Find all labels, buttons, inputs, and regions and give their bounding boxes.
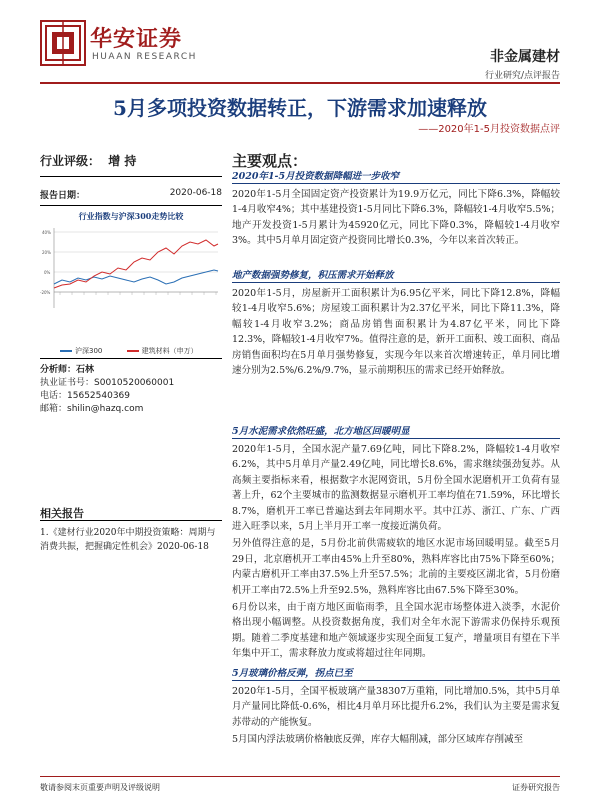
chart-legend xyxy=(60,346,198,356)
report-subtitle: ——2020年1-5月投资数据点评 xyxy=(418,124,560,135)
section-title: 地产数据强势修复，积压需求开始释放 xyxy=(232,267,560,283)
section-1 xyxy=(232,168,560,249)
section-paragraph: 6月份以来，由于南方地区面临雨季，且全国水泥市场整体进入淡季，水泥价格出现小幅调整。从投资数据角度，我们对全年水泥下游需求仍保持乐观预期。随着二季度基建和地产领域逐步实现全面复工复产，增量项目有望在下半年集中开工，需求释放力度或将超过往年同期。 xyxy=(232,602,560,660)
analyst-name: 石林 xyxy=(76,365,95,375)
email-value[interactable]: shilin@hazq.com xyxy=(67,404,144,414)
footer-disclaimer: 敬请参阅末页重要声明及评级说明 xyxy=(40,783,160,792)
analyst-info xyxy=(40,364,222,416)
report-title: 5月多项投资数据转正，下游需求加速释放 xyxy=(113,96,487,120)
svg-text:40%: 40% xyxy=(42,230,51,235)
footer-label: 证券研究报告 xyxy=(512,783,560,792)
divider xyxy=(40,520,222,521)
industry-rating xyxy=(40,152,222,169)
section-3 xyxy=(232,423,560,662)
header-divider xyxy=(40,82,560,84)
chart-title: 行业指数与沪深300走势比较 xyxy=(78,211,184,221)
report-category: 行业研究/点评报告 xyxy=(484,71,560,81)
rating-value: 增 持 xyxy=(108,154,137,168)
brand-name-en: HUAAN RESEARCH xyxy=(92,52,197,62)
divider xyxy=(40,176,222,177)
related-report-item: 1.《建材行业2020年中期投资策略：周期与消费共振，把握确定性机会》2020-06-18 xyxy=(40,528,216,552)
cert-label: 执业证书号： xyxy=(40,378,95,388)
section-paragraph: 2020年1-5月全国固定资产投资累计为19.9万亿元，同比下降6.3%，降幅较1-4月收窄4%；其中基建投资1-5月同比下降6.3%，降幅较1-4月收窄5.5%；地产开发投资1-5月累计为45920亿元，同比下降0.3%，降幅较1-4月收窄3%。其中5月单月固定资产投资同比增长0.3%，今年以来首次转正。 xyxy=(232,189,560,247)
phone-label: 电话： xyxy=(40,391,68,401)
section-paragraph: 2020年1-5月，全国平板玻璃产量38307万重箱，同比增加0.5%，其中5月单月产量同比降低-0.6%，相比4月单月环比提升6.2%，我们认为主要是需求复苏带动的产能恢复。 xyxy=(232,686,560,728)
section-2 xyxy=(232,267,560,378)
divider xyxy=(40,358,222,359)
section-title: 5月玻璃价格反弹，拐点已至 xyxy=(232,665,560,681)
svg-text:-20%: -20% xyxy=(40,290,51,295)
section-4 xyxy=(232,665,560,748)
phone-value: 15652540369 xyxy=(67,391,131,401)
legend-hs300: 沪深300 xyxy=(75,347,103,355)
brand-name: 华安证券 xyxy=(90,26,183,52)
legend-swatch-materials xyxy=(127,350,139,352)
divider xyxy=(40,205,222,206)
section-paragraph: 2020年1-5月，全国水泥产量7.69亿吨，同比下降8.2%，降幅较1-4月收窄6.2%，其中5月单月产量2.49亿吨，同比增长8.6%，需求继续强劲复苏。从高频主要指标来看，根据数字水泥网资讯，5月份全国水泥磨机开工负荷有显著上升，62个主要城市的监测数据显示磨机开工率均值在71.59%，环比增长8.7%，磨机开工率已普遍达到去年同期水平。其中江苏、浙江、广东、广西进入旺季以来，5月上半月开工率一度接近满负荷。 xyxy=(232,444,560,533)
date-value: 2020-06-18 xyxy=(169,188,222,198)
section-paragraph: 另外值得注意的是，5月份北前供需疲软的地区水泥市场回暖明显。截至5月29日，北京磨机开工率由45%上升至80%，熟料库容比由75%下降至60%；内蒙古磨机开工率由37.5%上升至57.5%；北前的主要疫区湖北省，5月份磨机开工率由72.5%上升至92.5%，熟料库容比由67.5%下降至30%。 xyxy=(232,538,560,596)
legend-swatch-hs300 xyxy=(60,350,72,352)
report-date xyxy=(40,188,222,201)
index-chart xyxy=(40,222,222,342)
section-title: 2020年1-5月投资数据降幅进一步收窄 xyxy=(232,168,560,184)
company-logo xyxy=(40,20,86,66)
report-industry: 非金属建材 xyxy=(490,49,560,65)
section-paragraph: 5月国内浮法玻璃价格触底反弹，库存大幅削减，部分区域库存削减至 xyxy=(232,734,524,746)
date-label: 报告日期： xyxy=(40,191,86,201)
cert-value: S0010520060001 xyxy=(94,378,175,388)
section-paragraph: 2020年1-5月，房屋新开工面积累计为6.95亿平米，同比下降12.8%，降幅较1-4月收窄5.6%；房屋竣工面积累计为2.37亿平米，同比下降11.3%，降幅较1-4月收窄3.2%；商品房销售面积累计为4.87亿平米，同比下降12.3%，降幅较1-4月收窄7%。值得注意的是，新开工面积、竣工面积、商品房销售面积均在5月单月强势修复，实现今年以来首次增速转正，单月同比增速分别为2.5%/6.2%/9.7%，显示前期积压的需求已经开始释放。 xyxy=(232,288,560,377)
email-label: 邮箱： xyxy=(40,404,68,414)
svg-text:20%: 20% xyxy=(42,250,51,255)
legend-materials: 建筑材料（申万） xyxy=(141,347,198,355)
svg-text:0%: 0% xyxy=(44,270,51,275)
section-title: 5月水泥需求依然旺盛，北方地区回暖明显 xyxy=(232,423,560,439)
analyst-label: 分析师： xyxy=(40,365,77,375)
rating-label: 行业评级： xyxy=(40,154,101,168)
main-points-heading: 主要观点： xyxy=(232,152,308,170)
related-reports-heading: 相关报告 xyxy=(40,507,84,520)
footer-divider xyxy=(40,776,560,777)
